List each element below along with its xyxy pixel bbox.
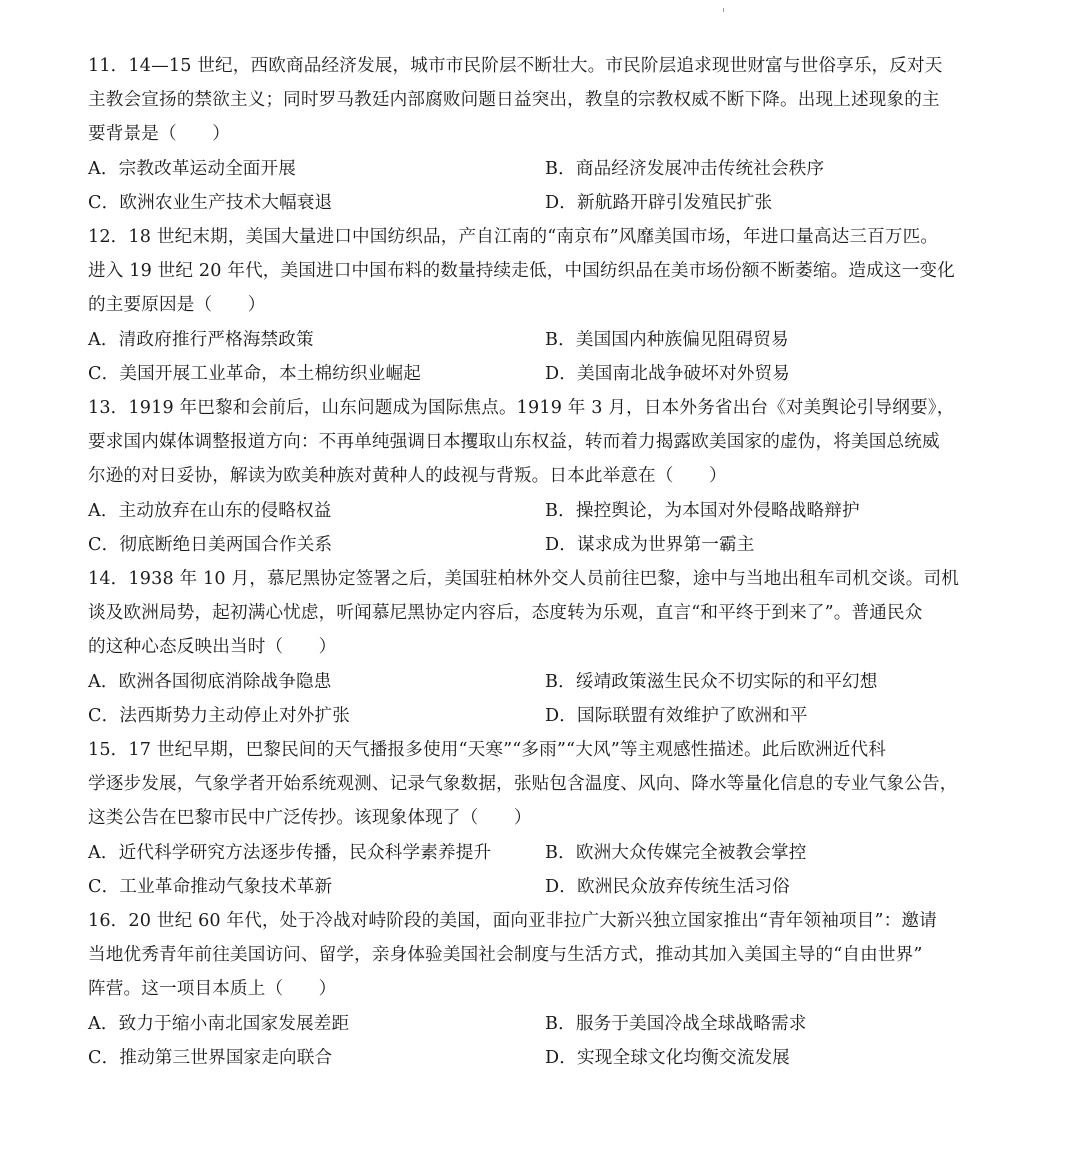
- option-d[interactable]: D．谋求成为世界第一霸主: [545, 534, 755, 555]
- options-grid: [88, 152, 1000, 220]
- option-d[interactable]: D．欧洲民众放弃传统生活习俗: [545, 876, 790, 897]
- option-a[interactable]: A．致力于缩小南北国家发展差距: [88, 1013, 350, 1034]
- stem-line: 学逐步发展，气象学者开始系统观测、记录气象数据，张贴包含温度、风向、降水等量化信息的专业气象公告，: [88, 774, 958, 795]
- option-a[interactable]: A．欧洲各国彻底消除战争隐患: [88, 671, 332, 692]
- option-a[interactable]: A．宗教改革运动全面开展: [88, 158, 297, 179]
- stem-line: 进入 19 世纪 20 年代，美国进口中国布料的数量持续走低，中国纺织品在美市场份额不断萎缩。造成这一变化: [88, 261, 955, 282]
- option-b[interactable]: B．绥靖政策滋生民众不切实际的和平幻想: [545, 671, 878, 692]
- exam-page: [88, 49, 1000, 1075]
- option-d[interactable]: D．美国南北战争破坏对外贸易: [545, 363, 790, 384]
- question-13: [88, 391, 1000, 562]
- option-a[interactable]: A．清政府推行严格海禁政策: [88, 329, 314, 350]
- option-a[interactable]: A．近代科学研究方法逐步传播，民众科学素养提升: [88, 842, 492, 863]
- stem-line: 要背景是（ ）: [88, 124, 230, 145]
- stem-line: 这类公告在巴黎市民中广泛传抄。该现象体现了（ ）: [88, 808, 532, 829]
- stem-line: 11．14—15 世纪，西欧商品经济发展，城市市民阶层不断壮大。市民阶层追求现世财富与世俗享乐，反对天: [88, 56, 943, 76]
- option-c[interactable]: C．欧洲农业生产技术大幅衰退: [88, 192, 333, 213]
- question-14: [88, 562, 1000, 733]
- question-stem: [88, 220, 1000, 323]
- option-d[interactable]: D．新航路开辟引发殖民扩张: [545, 192, 773, 213]
- question-stem: [88, 49, 1000, 152]
- question-15: [88, 733, 1000, 904]
- option-c[interactable]: C．推动第三世界国家走向联合: [88, 1047, 333, 1068]
- options-grid: [88, 494, 1000, 562]
- option-b[interactable]: B．操控舆论，为本国对外侵略战略辩护: [545, 500, 860, 521]
- stem-line: 14．1938 年 10 月，慕尼黑协定签署之后，美国驻柏林外交人员前往巴黎，途中与当地出租车司机交谈。司机: [88, 569, 959, 590]
- stem-line: 12．18 世纪末期，美国大量进口中国纺织品，产自江南的“南京布”风靡美国市场，年进口量高达三百万匹。: [88, 227, 939, 248]
- question-11: [88, 49, 1000, 220]
- option-c[interactable]: C．美国开展工业革命，本土棉纺织业崛起: [88, 363, 422, 384]
- stem-line: 谈及欧洲局势，起初满心忧虑，听闻慕尼黑协定内容后，态度转为乐观，直言“和平终于到来了”。普通民众: [88, 603, 923, 624]
- option-a[interactable]: A．主动放弃在山东的侵略权益: [88, 500, 332, 521]
- option-b[interactable]: B．欧洲大众传媒完全被教会掌控: [545, 842, 807, 863]
- options-grid: [88, 323, 1000, 391]
- question-12: [88, 220, 1000, 391]
- option-c[interactable]: C．工业革命推动气象技术革新: [88, 876, 333, 897]
- option-c[interactable]: C．彻底断绝日美两国合作关系: [88, 534, 333, 555]
- option-b[interactable]: B．服务于美国冷战全球战略需求: [545, 1013, 807, 1034]
- option-d[interactable]: D．实现全球文化均衡交流发展: [545, 1047, 790, 1068]
- stem-line: 13．1919 年巴黎和会前后，山东问题成为国际焦点。1919 年 3 月，日本外务省出台《对美舆论引导纲要》，: [88, 398, 955, 419]
- stem-line: 阵营。这一项目本质上（ ）: [88, 979, 337, 1000]
- option-c[interactable]: C．法西斯势力主动停止对外扩张: [88, 705, 351, 726]
- option-b[interactable]: B．商品经济发展冲击传统社会秩序: [545, 158, 825, 179]
- options-grid: [88, 1007, 1000, 1075]
- option-b[interactable]: B．美国国内种族偏见阻碍贸易: [545, 329, 789, 350]
- stem-line: 的这种心态反映出当时（ ）: [88, 637, 337, 658]
- question-16: [88, 904, 1000, 1075]
- stem-line: 要求国内媒体调整报道方向：不再单纯强调日本攫取山东权益，转而着力揭露欧美国家的虚伪，将美国总统威: [88, 432, 940, 453]
- options-grid: [88, 665, 1000, 733]
- stem-line: 主教会宣扬的禁欲主义；同时罗马教廷内部腐败问题日益突出，教皇的宗教权威不断下降。出现上述现象的主: [88, 90, 940, 111]
- question-stem: [88, 733, 1000, 836]
- option-d[interactable]: D．国际联盟有效维护了欧洲和平: [545, 705, 808, 726]
- stem-line: 当地优秀青年前往美国访问、留学，亲身体验美国社会制度与生活方式，推动其加入美国主导的“自由世界”: [88, 945, 923, 966]
- stem-line: 的主要原因是（ ）: [88, 295, 266, 316]
- options-grid: [88, 836, 1000, 904]
- stem-line: 15．17 世纪早期，巴黎民间的天气播报多使用“天寒”“多雨”“大风”等主观感性描述。此后欧洲近代科: [88, 740, 886, 761]
- scan-mark: [723, 8, 724, 12]
- question-stem: [88, 391, 1000, 494]
- question-stem: [88, 562, 1000, 665]
- stem-line: 16．20 世纪 60 年代，处于冷战对峙阶段的美国，面向亚非拉广大新兴独立国家推出“青年领袖项目”：邀请: [88, 911, 937, 932]
- question-stem: [88, 904, 1000, 1007]
- stem-line: 尔逊的对日妥协，解读为欧美种族对黄种人的歧视与背叛。日本此举意在（ ）: [88, 466, 727, 487]
